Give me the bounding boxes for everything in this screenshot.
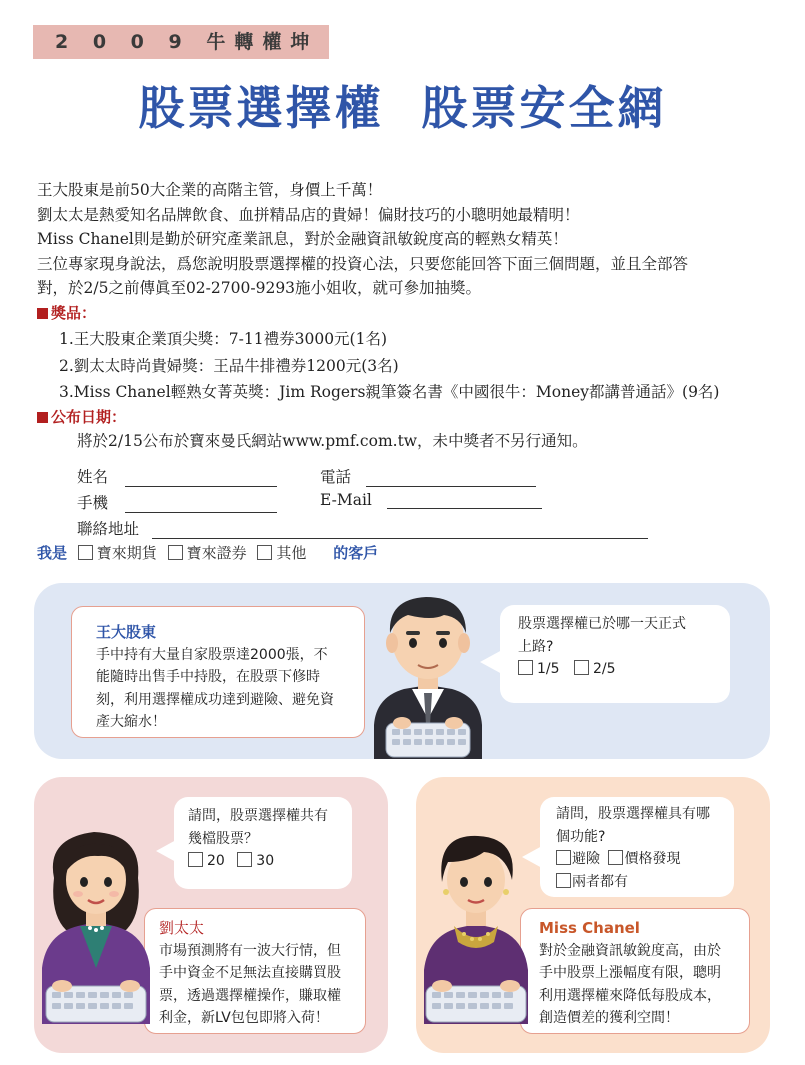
- option-label: 30: [256, 853, 275, 869]
- email-input-line[interactable]: [387, 491, 542, 509]
- address-input-line[interactable]: [152, 521, 648, 539]
- email-field[interactable]: [320, 491, 542, 509]
- page-title: 股票選擇權 股票安全網: [138, 81, 667, 135]
- liu-question-line: 幾檔股票？: [188, 830, 258, 847]
- option-label: 20: [207, 853, 225, 869]
- intro-line: 三位專家現身說法，爲您說明股票選擇權的投資心法，只要您能回答下面三個問題，並且全部答: [37, 254, 689, 273]
- header-banner: [33, 25, 329, 59]
- checkbox[interactable]: [574, 660, 589, 675]
- address-label: 聯絡地址: [77, 520, 140, 538]
- liu-line: 票，透過選擇權操作，賺取權: [159, 987, 341, 1004]
- wang-name: 王大股東: [96, 623, 157, 641]
- wang-avatar: [368, 585, 488, 759]
- option-label: 避險: [572, 851, 600, 867]
- checkbox[interactable]: [78, 545, 93, 560]
- name-field[interactable]: [77, 465, 277, 487]
- mobile-input-line[interactable]: [125, 495, 277, 513]
- liu-name: 劉太太: [159, 919, 205, 937]
- square-bullet-icon: [37, 412, 48, 423]
- intro-line: 對，於2/5之前傳眞至02-2700-9293施小姐收，就可參加抽獎。: [37, 279, 482, 297]
- wang-line: 手中持有大量自家股票達2000張，不: [96, 646, 328, 663]
- prize-item: 1.王大股東企業頂尖獎：7-11禮券3000元(1名): [59, 330, 388, 348]
- wang-question-line: 上路?: [518, 638, 554, 655]
- chanel-question-line: 請問，股票選擇權具有哪: [556, 806, 710, 822]
- checkbox[interactable]: [257, 545, 272, 560]
- option-label: 1/5: [537, 661, 560, 677]
- speech-tail: [156, 840, 176, 862]
- chanel-name: Miss Chanel: [539, 919, 640, 937]
- liu-avatar: [38, 818, 154, 1024]
- chanel-options-row1: [556, 848, 734, 871]
- chanel-line: 手中股票上漲幅度有限，聰明: [539, 965, 721, 981]
- checkbox[interactable]: [518, 660, 533, 675]
- liu-question-line: 請問，股票選擇權共有: [188, 808, 328, 824]
- phone-field[interactable]: [320, 465, 536, 487]
- wang-line: 刻，利用選擇權成功達到避險、避免資: [96, 691, 334, 708]
- name-input-line[interactable]: [125, 469, 277, 487]
- checkbox[interactable]: [188, 852, 203, 867]
- wang-line: 產大縮水！: [96, 714, 166, 730]
- liu-question-box: [174, 797, 352, 889]
- liu-options: [188, 850, 352, 873]
- email-label: E-Mail: [320, 491, 372, 509]
- chanel-question-box: [540, 797, 734, 897]
- prize-item: 2.劉太太時尚貴婦獎：王品牛排禮券1200元(3名): [59, 356, 399, 375]
- liu-line: 市場預測將有一波大行情，但: [159, 942, 341, 959]
- mobile-field[interactable]: [77, 491, 277, 513]
- liu-line: 手中資金不足無法直接購買股: [159, 965, 341, 981]
- customer-prefix: 我是: [37, 544, 68, 562]
- chanel-question-line: 個功能?: [556, 828, 606, 845]
- wang-question-box: [500, 605, 730, 703]
- chanel-options-row2: [556, 871, 734, 894]
- customer-option-securities: 寶來證券: [186, 544, 247, 562]
- option-label: 價格發現: [624, 851, 681, 867]
- announce-text: 將於2/15公布於寶來曼氏網站www.pmf.com.tw，未中獎者不另行通知。: [77, 432, 588, 450]
- chanel-line: 創造價差的獲利空間！: [539, 1010, 679, 1026]
- liu-description-box: [144, 908, 366, 1034]
- checkbox[interactable]: [556, 850, 571, 865]
- customer-option-futures: 寶來期貨: [96, 544, 157, 562]
- wang-description-box: [71, 606, 365, 738]
- chanel-description-box: [520, 908, 750, 1034]
- checkbox[interactable]: [608, 850, 623, 865]
- intro-line: 王大股東是前50大企業的高階主管，身價上千萬！: [37, 181, 383, 199]
- customer-option-other: 其他: [276, 544, 307, 562]
- intro-section: [37, 178, 777, 454]
- customer-suffix: 的客戶: [333, 544, 379, 562]
- checkbox[interactable]: [556, 873, 571, 888]
- option-label: 2/5: [592, 661, 616, 677]
- wang-question-line: 股票選擇權已於哪一天正式: [518, 616, 686, 632]
- liu-line: 利金，新LV包包即將入荷！: [159, 1010, 329, 1026]
- customer-type-row: [37, 542, 378, 563]
- chanel-line: 利用選擇權來降低每股成本，: [539, 987, 721, 1004]
- banner-text: 2 0 0 9 牛轉權坤: [55, 31, 319, 53]
- checkbox[interactable]: [237, 852, 252, 867]
- name-label: 姓名: [77, 468, 109, 486]
- chanel-avatar: [420, 818, 532, 1024]
- intro-line: Miss Chanel則是勤於研究產業訊息，對於金融資訊敏銳度高的輕熟女精英！: [37, 230, 568, 248]
- announce-heading: 公布日期：: [37, 405, 777, 430]
- prize-item: 3.Miss Chanel輕熟女菁英獎：Jim Rogers親筆簽名書《中國很牛：Money都講普通話》(9名): [59, 383, 720, 401]
- intro-line: 劉太太是熱愛知名品牌飲食、血拼精品店的貴婦！偏財技巧的小聰明她最精明！: [37, 205, 580, 224]
- square-bullet-icon: [37, 308, 48, 319]
- option-label: 兩者都有: [572, 873, 628, 890]
- phone-label: 電話: [320, 468, 352, 486]
- address-field[interactable]: [77, 517, 648, 539]
- wang-line: 能隨時出售手中持股，在股票下修時: [96, 669, 320, 685]
- mobile-label: 手機: [77, 494, 109, 512]
- phone-input-line[interactable]: [366, 469, 536, 487]
- wang-options: [518, 658, 730, 681]
- checkbox[interactable]: [168, 545, 183, 560]
- chanel-line: 對於金融資訊敏銳度高，由於: [539, 942, 721, 959]
- prizes-heading: 獎品：: [37, 301, 777, 326]
